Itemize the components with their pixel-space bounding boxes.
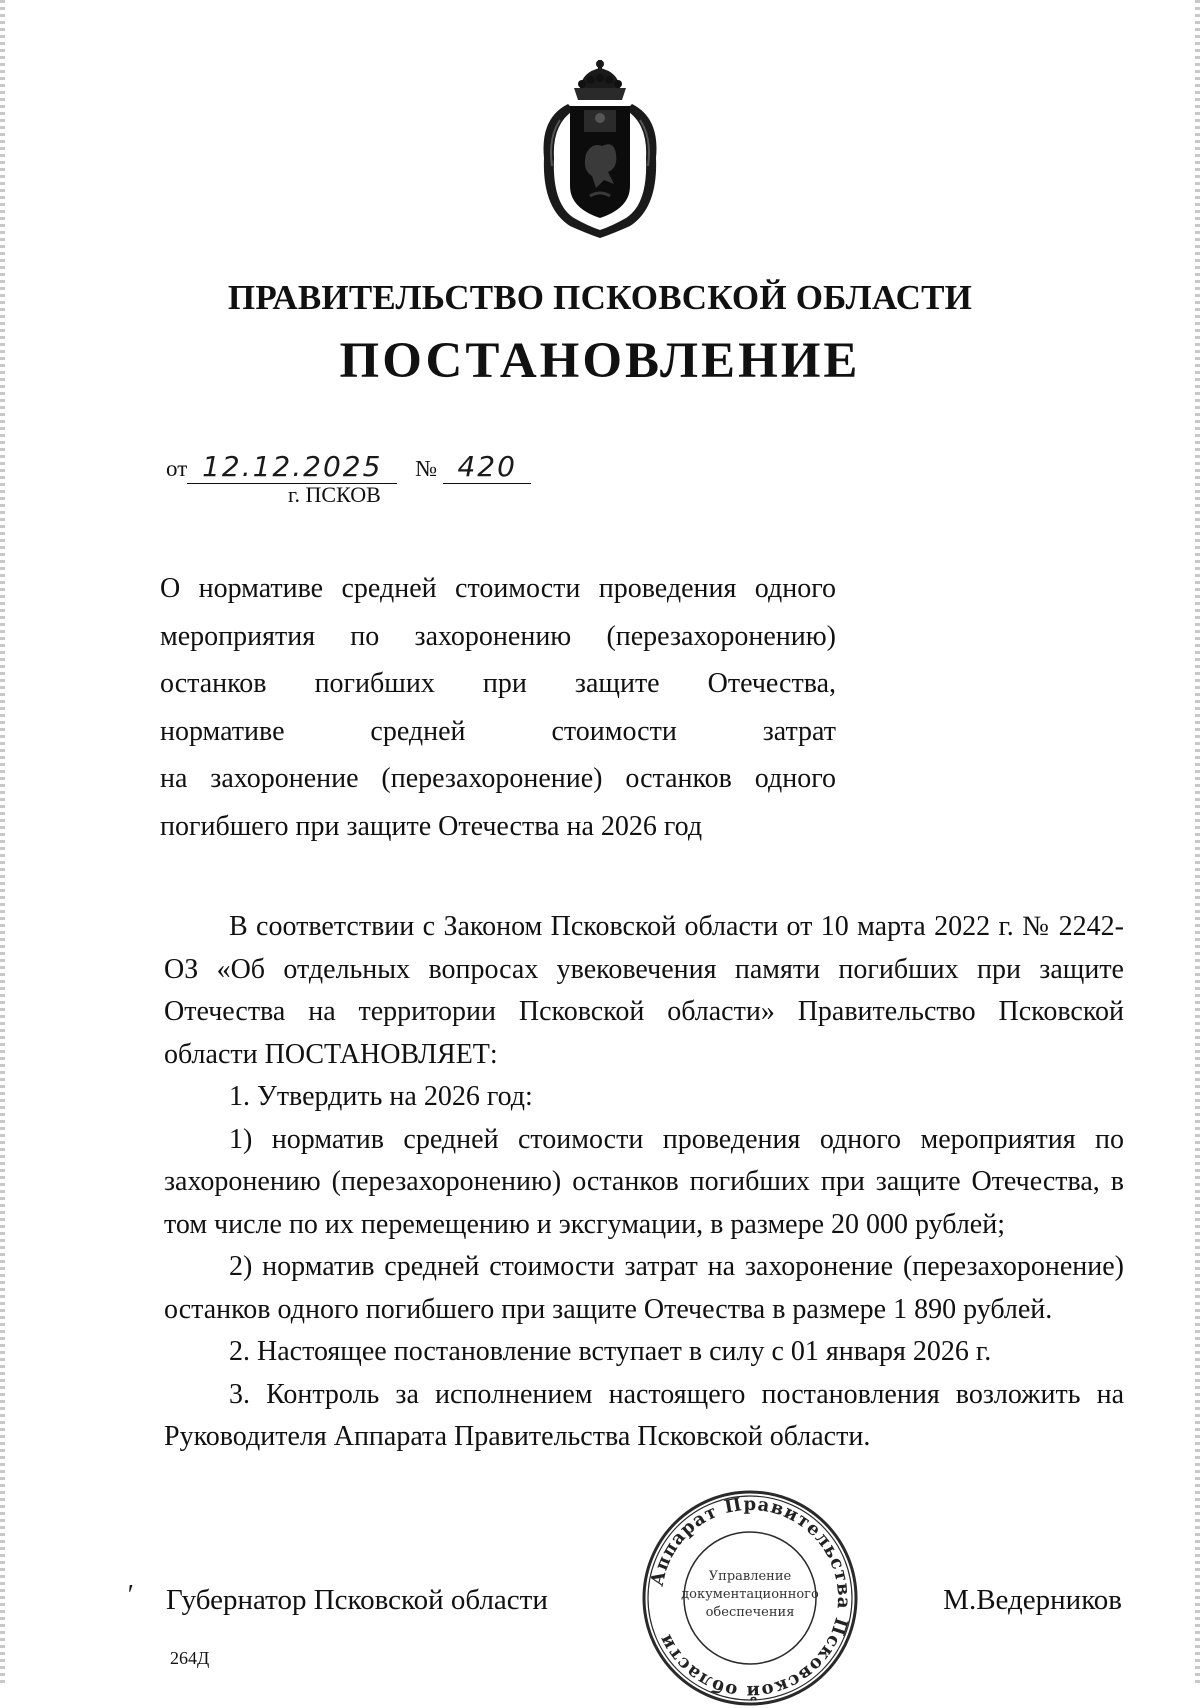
body-paragraph-item-1: 1. Утвердить на 2026 год: xyxy=(229,1081,533,1112)
organization-title: ПРАВИТЕЛЬСТВО ПСКОВСКОЙ ОБЛАСТИ xyxy=(227,278,973,317)
pskov-coat-of-arms-icon xyxy=(530,58,670,240)
from-label: от xyxy=(166,456,188,481)
stamp-inner-line: документационного xyxy=(681,1587,819,1602)
subject-line: О нормативе средней стоимости проведения одного xyxy=(160,573,836,604)
subject-line: останков погибших при защите Отечества, xyxy=(160,668,836,699)
body-paragraph-subitem-1: 1) норматив средней стоимости проведения одного мероприятия по захоронению (перезахоронению) останков погибших при защите Отечества, в том числе по их перемещению и эксгумации, в размере 20 000 рублей; xyxy=(164,1123,1124,1240)
document-body xyxy=(164,906,1124,1459)
stamp-inner-line: обеспечения xyxy=(705,1605,795,1620)
subject-line: погибшего при защите Отечества на 2026 год xyxy=(160,810,703,842)
body-paragraph-item-3: 3. Контроль за исполнением настоящего постановления возложить на Руководителя Аппарата Правительства Псковской области. xyxy=(164,1378,1124,1452)
stamp-inner-line: Управление xyxy=(708,1569,792,1584)
body-paragraph-subitem-2: 2) норматив средней стоимости затрат на захоронение (перезахоронение) останков одного погибшего при защите Отечества в размере 1 890 рублей. xyxy=(164,1251,1124,1325)
scan-edge-left xyxy=(0,0,5,1686)
document-subject xyxy=(160,565,836,850)
subject-line: мероприятия по захоронению (перезахоронению) xyxy=(160,620,836,652)
footer-code: 264Д xyxy=(170,1648,210,1668)
document-date: 12.12.2025 xyxy=(202,450,383,483)
document-number: 420 xyxy=(457,450,517,483)
scan-edge-right xyxy=(1195,0,1200,1686)
document-date-number xyxy=(166,450,531,484)
signatory-name: М.Ведерников xyxy=(943,1584,1122,1616)
document-type-title: ПОСТАНОВЛЕНИЕ xyxy=(339,333,861,389)
body-paragraph-preamble: В соответствии с Законом Псковской области от 10 марта 2022 г. № 2242-ОЗ «Об отдельных вопросах увековечения памяти погибших при защите Отечества на территории Псковской области» Правительство Псковской области ПОСТАНОВЛЯЕТ: xyxy=(164,911,1124,1070)
stamp-inner-text xyxy=(670,1568,830,1622)
signature-mark: ′ xyxy=(126,1580,133,1611)
document-city: г. ПСКОВ xyxy=(288,482,381,507)
number-label: № xyxy=(415,456,438,481)
signatory-title: Губернатор Псковской области xyxy=(166,1584,548,1616)
subject-line: нормативе средней стоимости затрат xyxy=(160,715,836,747)
stamp-outer-text: Аппарат Правительства Псковской области xyxy=(646,1493,855,1703)
body-paragraph-item-2: 2. Настоящее постановление вступает в силу с 01 января 2026 г. xyxy=(229,1336,992,1367)
subject-line: на захоронение (перезахоронение) останков одного xyxy=(160,763,836,794)
